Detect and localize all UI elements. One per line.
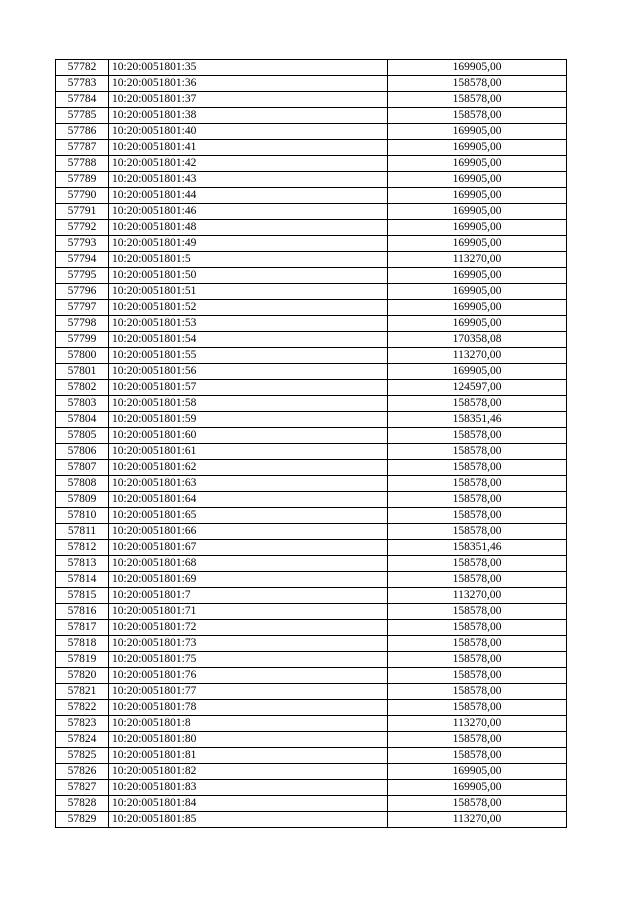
- cadastral-number-cell: 10:20:0051801:38: [109, 108, 388, 124]
- row-number-cell: 57805: [56, 428, 109, 444]
- cadastral-number-cell: 10:20:0051801:82: [109, 764, 388, 780]
- value-cell: 158578,00: [388, 748, 567, 764]
- row-number-cell: 57790: [56, 188, 109, 204]
- value-cell: 158578,00: [388, 572, 567, 588]
- table-row: [56, 604, 567, 620]
- cadastral-number-cell: 10:20:0051801:73: [109, 636, 388, 652]
- value-cell: 158578,00: [388, 508, 567, 524]
- cadastral-number-cell: 10:20:0051801:66: [109, 524, 388, 540]
- value-cell: 158578,00: [388, 652, 567, 668]
- table-row: [56, 460, 567, 476]
- cadastral-number-cell: 10:20:0051801:43: [109, 172, 388, 188]
- cadastral-number-cell: 10:20:0051801:77: [109, 684, 388, 700]
- cadastral-number-cell: 10:20:0051801:60: [109, 428, 388, 444]
- table-row: [56, 652, 567, 668]
- table-row: [56, 428, 567, 444]
- table-row: [56, 332, 567, 348]
- table-row: [56, 588, 567, 604]
- value-cell: 158351,46: [388, 540, 567, 556]
- cadastral-number-cell: 10:20:0051801:48: [109, 220, 388, 236]
- row-number-cell: 57795: [56, 268, 109, 284]
- value-cell: 169905,00: [388, 268, 567, 284]
- value-cell: 158578,00: [388, 108, 567, 124]
- row-number-cell: 57809: [56, 492, 109, 508]
- value-cell: 169905,00: [388, 124, 567, 140]
- value-cell: 158578,00: [388, 524, 567, 540]
- table-row: [56, 204, 567, 220]
- value-cell: 158578,00: [388, 444, 567, 460]
- cadastral-number-cell: 10:20:0051801:59: [109, 412, 388, 428]
- cadastral-number-cell: 10:20:0051801:37: [109, 92, 388, 108]
- row-number-cell: 57825: [56, 748, 109, 764]
- cadastral-number-cell: 10:20:0051801:51: [109, 284, 388, 300]
- cadastral-number-cell: 10:20:0051801:81: [109, 748, 388, 764]
- cadastral-number-cell: 10:20:0051801:83: [109, 780, 388, 796]
- value-cell: 158578,00: [388, 492, 567, 508]
- row-number-cell: 57817: [56, 620, 109, 636]
- table-row: [56, 396, 567, 412]
- cadastral-number-cell: 10:20:0051801:53: [109, 316, 388, 332]
- row-number-cell: 57808: [56, 476, 109, 492]
- value-cell: 158578,00: [388, 604, 567, 620]
- value-cell: 158578,00: [388, 460, 567, 476]
- table-row: [56, 636, 567, 652]
- row-number-cell: 57796: [56, 284, 109, 300]
- row-number-cell: 57818: [56, 636, 109, 652]
- cadastral-number-cell: 10:20:0051801:65: [109, 508, 388, 524]
- cadastral-number-cell: 10:20:0051801:5: [109, 252, 388, 268]
- row-number-cell: 57798: [56, 316, 109, 332]
- cadastral-number-cell: 10:20:0051801:50: [109, 268, 388, 284]
- value-cell: 169905,00: [388, 780, 567, 796]
- cadastral-number-cell: 10:20:0051801:67: [109, 540, 388, 556]
- row-number-cell: 57822: [56, 700, 109, 716]
- row-number-cell: 57826: [56, 764, 109, 780]
- row-number-cell: 57782: [56, 60, 109, 76]
- table-row: [56, 524, 567, 540]
- table-row: [56, 540, 567, 556]
- row-number-cell: 57791: [56, 204, 109, 220]
- table-row: [56, 732, 567, 748]
- row-number-cell: 57807: [56, 460, 109, 476]
- cadastral-number-cell: 10:20:0051801:36: [109, 76, 388, 92]
- value-cell: 113270,00: [388, 588, 567, 604]
- cadastral-number-cell: 10:20:0051801:78: [109, 700, 388, 716]
- value-cell: 169905,00: [388, 188, 567, 204]
- row-number-cell: 57785: [56, 108, 109, 124]
- cadastral-number-cell: 10:20:0051801:56: [109, 364, 388, 380]
- value-cell: 169905,00: [388, 204, 567, 220]
- row-number-cell: 57806: [56, 444, 109, 460]
- value-cell: 158578,00: [388, 732, 567, 748]
- value-cell: 169905,00: [388, 300, 567, 316]
- cadastral-number-cell: 10:20:0051801:7: [109, 588, 388, 604]
- table-body: [56, 60, 567, 828]
- value-cell: 169905,00: [388, 156, 567, 172]
- table-row: [56, 236, 567, 252]
- row-number-cell: 57813: [56, 556, 109, 572]
- table-row: [56, 700, 567, 716]
- cadastral-number-cell: 10:20:0051801:76: [109, 668, 388, 684]
- row-number-cell: 57821: [56, 684, 109, 700]
- row-number-cell: 57814: [56, 572, 109, 588]
- table-row: [56, 476, 567, 492]
- value-cell: 158578,00: [388, 556, 567, 572]
- row-number-cell: 57783: [56, 76, 109, 92]
- value-cell: 158351,46: [388, 412, 567, 428]
- value-cell: 158578,00: [388, 796, 567, 812]
- row-number-cell: 57829: [56, 812, 109, 828]
- cadastral-number-cell: 10:20:0051801:62: [109, 460, 388, 476]
- cadastral-number-cell: 10:20:0051801:84: [109, 796, 388, 812]
- row-number-cell: 57792: [56, 220, 109, 236]
- row-number-cell: 57801: [56, 364, 109, 380]
- row-number-cell: 57802: [56, 380, 109, 396]
- cadastral-number-cell: 10:20:0051801:75: [109, 652, 388, 668]
- table-row: [56, 348, 567, 364]
- cadastral-number-cell: 10:20:0051801:49: [109, 236, 388, 252]
- row-number-cell: 57788: [56, 156, 109, 172]
- table-row: [56, 444, 567, 460]
- cadastral-number-cell: 10:20:0051801:68: [109, 556, 388, 572]
- table-row: [56, 252, 567, 268]
- row-number-cell: 57810: [56, 508, 109, 524]
- table-row: [56, 108, 567, 124]
- row-number-cell: 57824: [56, 732, 109, 748]
- cadastral-number-cell: 10:20:0051801:57: [109, 380, 388, 396]
- value-cell: 170358,08: [388, 332, 567, 348]
- cadastral-number-cell: 10:20:0051801:63: [109, 476, 388, 492]
- value-cell: 113270,00: [388, 716, 567, 732]
- value-cell: 158578,00: [388, 396, 567, 412]
- table-row: [56, 748, 567, 764]
- value-cell: 124597,00: [388, 380, 567, 396]
- row-number-cell: 57827: [56, 780, 109, 796]
- table-row: [56, 188, 567, 204]
- cadastral-number-cell: 10:20:0051801:71: [109, 604, 388, 620]
- value-cell: 169905,00: [388, 220, 567, 236]
- value-cell: 169905,00: [388, 364, 567, 380]
- row-number-cell: 57816: [56, 604, 109, 620]
- table-row: [56, 380, 567, 396]
- value-cell: 169905,00: [388, 764, 567, 780]
- value-cell: 169905,00: [388, 140, 567, 156]
- value-cell: 158578,00: [388, 428, 567, 444]
- value-cell: 158578,00: [388, 668, 567, 684]
- table-row: [56, 60, 567, 76]
- row-number-cell: 57803: [56, 396, 109, 412]
- table-row: [56, 796, 567, 812]
- value-cell: 158578,00: [388, 620, 567, 636]
- row-number-cell: 57787: [56, 140, 109, 156]
- row-number-cell: 57800: [56, 348, 109, 364]
- value-cell: 169905,00: [388, 60, 567, 76]
- value-cell: 158578,00: [388, 636, 567, 652]
- value-cell: 113270,00: [388, 812, 567, 828]
- value-cell: 158578,00: [388, 92, 567, 108]
- table-row: [56, 556, 567, 572]
- row-number-cell: 57815: [56, 588, 109, 604]
- table-row: [56, 92, 567, 108]
- table-row: [56, 220, 567, 236]
- cadastral-number-cell: 10:20:0051801:72: [109, 620, 388, 636]
- table-row: [56, 412, 567, 428]
- table-row: [56, 76, 567, 92]
- cadastral-number-cell: 10:20:0051801:35: [109, 60, 388, 76]
- row-number-cell: 57811: [56, 524, 109, 540]
- row-number-cell: 57793: [56, 236, 109, 252]
- cadastral-value-table: [55, 59, 567, 828]
- value-cell: 169905,00: [388, 172, 567, 188]
- row-number-cell: 57819: [56, 652, 109, 668]
- value-cell: 158578,00: [388, 76, 567, 92]
- row-number-cell: 57820: [56, 668, 109, 684]
- cadastral-number-cell: 10:20:0051801:40: [109, 124, 388, 140]
- value-cell: 158578,00: [388, 700, 567, 716]
- value-cell: 113270,00: [388, 348, 567, 364]
- table-row: [56, 364, 567, 380]
- value-cell: 158578,00: [388, 684, 567, 700]
- table-row: [56, 780, 567, 796]
- table-row: [56, 124, 567, 140]
- row-number-cell: 57797: [56, 300, 109, 316]
- row-number-cell: 57804: [56, 412, 109, 428]
- table-row: [56, 492, 567, 508]
- table-row: [56, 620, 567, 636]
- cadastral-number-cell: 10:20:0051801:54: [109, 332, 388, 348]
- table-row: [56, 668, 567, 684]
- cadastral-number-cell: 10:20:0051801:58: [109, 396, 388, 412]
- table-row: [56, 716, 567, 732]
- table-row: [56, 812, 567, 828]
- table-row: [56, 316, 567, 332]
- cadastral-number-cell: 10:20:0051801:42: [109, 156, 388, 172]
- cadastral-number-cell: 10:20:0051801:69: [109, 572, 388, 588]
- row-number-cell: 57789: [56, 172, 109, 188]
- table-row: [56, 684, 567, 700]
- cadastral-number-cell: 10:20:0051801:46: [109, 204, 388, 220]
- table-row: [56, 140, 567, 156]
- cadastral-number-cell: 10:20:0051801:41: [109, 140, 388, 156]
- value-cell: 113270,00: [388, 252, 567, 268]
- cadastral-number-cell: 10:20:0051801:55: [109, 348, 388, 364]
- table-row: [56, 156, 567, 172]
- row-number-cell: 57794: [56, 252, 109, 268]
- table-row: [56, 172, 567, 188]
- value-cell: 158578,00: [388, 476, 567, 492]
- cadastral-number-cell: 10:20:0051801:8: [109, 716, 388, 732]
- row-number-cell: 57828: [56, 796, 109, 812]
- cadastral-number-cell: 10:20:0051801:85: [109, 812, 388, 828]
- cadastral-number-cell: 10:20:0051801:44: [109, 188, 388, 204]
- cadastral-number-cell: 10:20:0051801:64: [109, 492, 388, 508]
- cadastral-number-cell: 10:20:0051801:80: [109, 732, 388, 748]
- row-number-cell: 57799: [56, 332, 109, 348]
- table-row: [56, 268, 567, 284]
- row-number-cell: 57812: [56, 540, 109, 556]
- value-cell: 169905,00: [388, 316, 567, 332]
- value-cell: 169905,00: [388, 284, 567, 300]
- row-number-cell: 57784: [56, 92, 109, 108]
- cadastral-number-cell: 10:20:0051801:61: [109, 444, 388, 460]
- table-row: [56, 508, 567, 524]
- cadastral-number-cell: 10:20:0051801:52: [109, 300, 388, 316]
- table-row: [56, 284, 567, 300]
- row-number-cell: 57823: [56, 716, 109, 732]
- row-number-cell: 57786: [56, 124, 109, 140]
- table-row: [56, 572, 567, 588]
- table-row: [56, 764, 567, 780]
- table-row: [56, 300, 567, 316]
- value-cell: 169905,00: [388, 236, 567, 252]
